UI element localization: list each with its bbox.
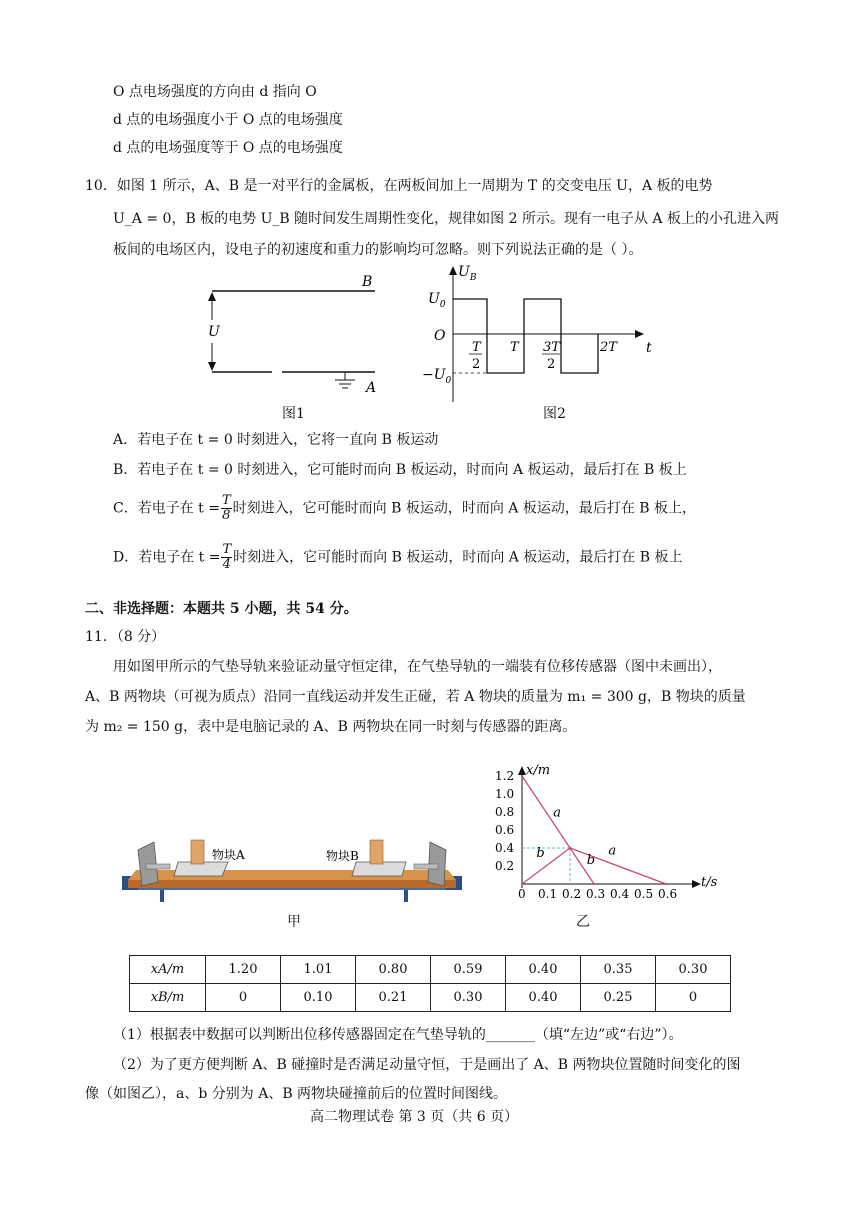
y-tick-label: 1.2	[495, 769, 515, 783]
x-tick-label: 0.5	[634, 887, 654, 901]
y-tick-label: 1.0	[495, 787, 515, 801]
q11-sub1: （1）根据表中数据可以判断出位移传感器固定在气垫导轨的_______（填“左边”或“右边”）。	[113, 1027, 683, 1043]
x-tick-label: 0.1	[538, 887, 558, 901]
series-label-a-before: a	[553, 805, 561, 821]
q10-stem-line2: U_A = 0，B 板的电势 U_B 随时间发生周期性变化，规律如图 2 所示。现有一电子从 A 板上的小孔进入两	[113, 211, 779, 227]
tick-3t-half-num: 3T	[543, 340, 560, 355]
table-cell: 0	[206, 984, 281, 1012]
data-point-b	[569, 847, 571, 849]
block-b-label: 物块B	[326, 849, 359, 863]
tick-2t: 2T	[600, 340, 617, 355]
figure-2-caption: 图2	[543, 406, 566, 422]
arrowhead-up-icon	[208, 292, 216, 301]
right-spring-mount	[414, 864, 438, 869]
data-point-b	[593, 883, 595, 885]
q10-option-d-pre: D．若电子在 t =	[113, 549, 221, 566]
label-u: U	[208, 324, 220, 340]
table-cell: 0.25	[581, 984, 656, 1012]
fraction-t-over-4: $\frac{T}{4}$	[222, 542, 232, 572]
q10-option-c-pre: C．若电子在 t =	[113, 500, 220, 517]
table-cell: 1.01	[281, 956, 356, 984]
q10-stem-line1: 10．如图 1 所示，A、B 是一对平行的金属板，在两板间加上一周期为 T 的交变电压 U，A 板的电势	[85, 178, 713, 194]
section-heading: 二、非选择题：本题共 5 小题，共 54 分。	[85, 601, 358, 617]
figure-jia-caption: 甲	[287, 914, 301, 930]
label-b: B	[362, 274, 373, 290]
block-a-flag	[191, 840, 204, 864]
table-cell: 0.59	[431, 956, 506, 984]
q11-para-line3: 为 m₂ = 150 g，表中是电脑记录的 A、B 两物块在同一时刻与传感器的距离。	[85, 719, 577, 735]
table-cell: 0.40	[506, 956, 581, 984]
t-axis-arrow-icon	[692, 880, 701, 888]
label-a: A	[366, 380, 377, 396]
table-cell: 1.20	[206, 956, 281, 984]
data-point-b	[521, 883, 523, 885]
position-data-table	[129, 955, 731, 1012]
table-row-a	[130, 956, 731, 984]
series-label-a-after: a	[608, 843, 617, 859]
arrowhead-down-icon	[208, 362, 216, 371]
table-cell: 0.35	[581, 956, 656, 984]
y-axis-label: x/m	[526, 763, 551, 778]
q11-para-line2: A、B 两物块（可视为质点）沿同一直线运动并发生正碰，若 A 物块的质量为 m₁ = 300 g，B 物块的质量	[85, 689, 746, 705]
track-leg-right	[404, 890, 408, 902]
tick-3t-half-den: 2	[547, 357, 556, 372]
x-tick-label: 0.4	[610, 887, 630, 901]
y-tick-label: 0.6	[495, 823, 515, 837]
x-tick-label: 0.6	[658, 887, 678, 901]
track-leg-left	[160, 890, 164, 902]
table-cell: 0.40	[506, 984, 581, 1012]
block-a-label: 物块A	[212, 848, 245, 862]
table-cell: 0.30	[431, 984, 506, 1012]
air-track-figure	[118, 820, 468, 915]
y-tick-label: 0.2	[495, 859, 515, 873]
block-b-flag	[370, 840, 383, 864]
q10-option-d-post: 时刻进入，它可能时而向 B 板运动，时而向 A 板运动，最后打在 B 板上	[233, 549, 683, 566]
table-cell: 0.10	[281, 984, 356, 1012]
y-tick-label: 0.8	[495, 805, 515, 819]
left-spring-mount	[146, 864, 170, 869]
q10-option-c	[113, 494, 696, 523]
q9-option-c: d 点的电场强度小于 O 点的电场强度	[113, 112, 343, 128]
tick-t-half-num: T	[472, 340, 481, 355]
row-b-header: xB/m	[130, 984, 206, 1012]
q10-option-a: A．若电子在 t = 0 时刻进入，它将一直向 B 板运动	[113, 432, 439, 448]
q9-option-d: d 点的电场强度等于 O 点的电场强度	[113, 140, 343, 156]
fraction-t-over-8: $\frac{T}{8}$	[221, 493, 231, 523]
tick-t: T	[510, 340, 519, 355]
q10-option-b: B．若电子在 t = 0 时刻进入，它可能时而向 B 板运动，时而向 A 板运动，最后打在 B 板上	[113, 462, 687, 478]
y-tick-label: 0.4	[495, 841, 515, 855]
xt-graph	[490, 758, 730, 908]
q11-heading: 11．（8 分）	[85, 629, 166, 645]
figure-1	[195, 268, 395, 418]
u0-label: $U_0$	[428, 291, 446, 310]
figure-yi-caption: 乙	[576, 914, 590, 930]
x-axis-label: t/s	[701, 875, 718, 890]
neg-u0-label: $-U_0$	[422, 367, 452, 386]
y-axis-arrow-icon	[449, 266, 457, 275]
row-a-header: xA/m	[130, 956, 206, 984]
table-cell: 0.80	[356, 956, 431, 984]
t-axis-arrow-icon	[635, 330, 644, 338]
table-cell: 0.21	[356, 984, 431, 1012]
x-tick-label: 0	[518, 887, 526, 901]
q11-para-line1: 用如图甲所示的气垫导轨来验证动量守恒定律，在气垫导轨的一端装有位移传感器（图中未画出），	[113, 659, 722, 675]
axis-label-t: t	[646, 340, 652, 356]
figure-1-caption: 图1	[282, 406, 305, 422]
q10-stem-line3: 板间的电场区内，设电子的初速度和重力的影响均可忽略。则下列说法正确的是（ ）。	[113, 242, 643, 258]
page-footer: 高二物理试卷 第 3 页（共 6 页）	[310, 1109, 519, 1125]
q9-option-b: O 点电场强度的方向由 d 指向 O	[113, 84, 317, 100]
x-tick-label: 0.3	[586, 887, 606, 901]
series-label-b-before: b	[536, 846, 545, 861]
q10-option-c-post: 时刻进入，它可能时而向 B 板运动，时而向 A 板运动，最后打在 B 板上，	[232, 500, 697, 517]
figure-2	[420, 262, 660, 412]
table-cell: 0	[656, 984, 731, 1012]
origin-label: O	[434, 328, 446, 344]
table-row-b	[130, 984, 731, 1012]
y-axis-arrow-icon	[518, 766, 526, 775]
axis-label-ub: $U_B$	[458, 264, 477, 283]
q10-option-d	[113, 543, 683, 572]
tick-t-half-den: 2	[472, 357, 481, 372]
table-cell: 0.30	[656, 956, 731, 984]
series-label-b-after: b	[586, 853, 596, 869]
data-point-a	[665, 883, 667, 885]
x-tick-label: 0.2	[562, 887, 582, 901]
track-body	[128, 880, 456, 888]
data-point-a	[521, 775, 523, 777]
q11-sub2-line2: 像（如图乙），a、b 分别为 A、B 两物块碰撞前后的位置时间图线。	[85, 1086, 508, 1102]
q11-sub2-line1: （2）为了更方便判断 A、B 碰撞时是否满足动量守恒，于是画出了 A、B 两物块位置随时间变化的图	[113, 1057, 741, 1073]
